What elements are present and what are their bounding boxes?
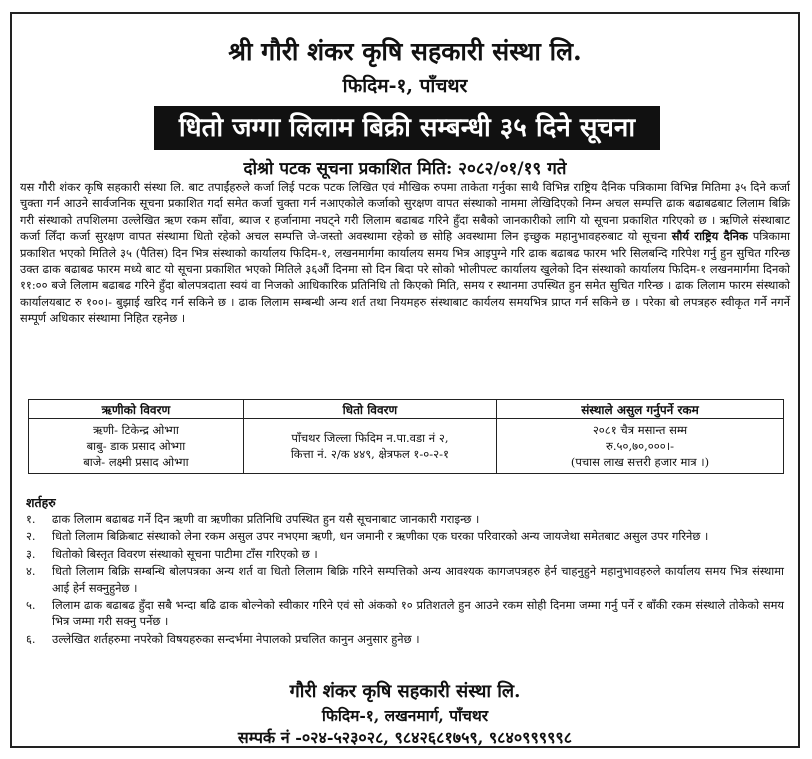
borrower-grandfather: बाजे- लक्ष्मी प्रसाद ओभ्गा bbox=[83, 455, 189, 469]
term-text: लिलाम ढाक बढाबढ हुँदा सबै भन्दा बढि ढाक बोल्नेको स्वीकार गरिने एवं सो अंकको १० प्रतिशतले हुन आउने रकम सोही दिनमा जम्मा गर्नु पर्ने र बाँकी रकम संस्थाले तोकेको समय भित्र जम्मा गरी सक्नु पर्नेछ । bbox=[52, 598, 784, 629]
term-number: ६. bbox=[26, 631, 36, 646]
org-name: श्री गौरी शंकर कृषि सहकारी संस्था लि. bbox=[228, 37, 582, 66]
borrower-name: ऋणी- टिकेन्द्र ओभ्गा bbox=[92, 423, 179, 437]
notice-frame bbox=[10, 12, 800, 748]
list-item bbox=[26, 597, 784, 630]
list-item bbox=[26, 563, 784, 596]
table-header-row bbox=[29, 400, 784, 419]
term-number: ४. bbox=[26, 564, 36, 579]
footer-address: फिदिम-१, लखनमार्ग, पाँचथर bbox=[321, 706, 489, 725]
amount-value: रु.५०,७०,०००।- bbox=[606, 439, 674, 453]
intro-text-part1: यस गौरी शंकर कृषि सहकारी संस्था लि. बाट तपाईंहरुले कर्जा लिई पटक पटक लिखित एवं मौखिक रुपमा ताकेता गर्नुका साथै विभिन्न राष्ट्रिय दैनिक पत्रिकामा विभिन्न मितिमा ३५ दिने कर्जा चुक्ता गर्न आउने सार्वजनिक सूचना प्रकाशित गर्दा समेत कर्जा चुक्ता गर्न नआएकोले कर्जाको सुरक्षण वापत संस्थाको नाममा लेखिदिएको निम्न अचल सम्पत्ति ढाक बढाबढबाट लिलाम बिक्रि गरी संस्थाको तपशिलमा उल्लेखित ऋण रकम साँवा, ब्याज र हर्जानामा नघट्ने गरी लिलाम बढाबढ गरिने हुँदा सबैको जानकारीको लागि यो सूचना प्रकाशित गरिएको छ । ऋणिले संस्थाबाट कर्जा लिँदा कर्जा सुरक्षण वापत संस्थामा धितो रहेको अचल सम्पत्ति जे-जस्तो अवस्थामा रहेको छ सोहि अवस्थामा लिन इच्छुक महानुभावहरुबाट यो सूचना bbox=[20, 180, 790, 244]
term-text: धितो लिलाम बिक्रिबाट संस्थाको लेना रकम असुल उपर नभएमा ऋणी, धन जमानी र ऋणीका एक घरका परिवारको अन्य जायजेथा समेतबाट असुल उपर गरिनेछ । bbox=[52, 529, 709, 544]
borrower-cell bbox=[29, 419, 244, 474]
term-number: ५. bbox=[26, 598, 36, 613]
table-row bbox=[29, 419, 784, 474]
term-number: २. bbox=[26, 529, 36, 544]
header-borrower: ऋणीको विवरण bbox=[29, 400, 244, 419]
term-number: ३. bbox=[26, 546, 36, 561]
terms-list bbox=[26, 511, 784, 648]
list-item bbox=[26, 546, 784, 562]
intro-text-part2: पत्रिकामा प्रकाशित भएको मितिले ३५ (पैतिस) दिन भित्र संस्थाको कार्यालय फिदिम-१, लखनमार्गमा कार्यालय समय भित्र आइपुग्ने गरि ढाक बढाबढ फारम भरि सिलबन्दि गरिपेश गर्नु हुन सुचित गरिन्छ उक्त ढाक बढाबढ फारम मध्ये बाट यो सूचना प्रकाशित भएको मितिले ३६औं दिनमा सो दिन बिदा परे सोको भोलीपल्ट कार्यालय खुलेको दिन संस्थाको कार्यालय फिदिम-१ लखनमार्गमा दिनको ११:०० बजे लिलाम बढाबढ गरिने हुँदा बोलपत्रदाता स्वयं वा निजको आधिकारिक प्रतिनिधि तो किएको मिति, समय र स्थानमा उपस्थित हुन समेत सुचित गरिन्छ । ढाक लिलाम फारम संस्थाको कार्यालयबाट रु १००।- बुझाई खरिद गर्न सकिने छ । ढाक लिलाम सम्बन्धी अन्य शर्त तथा नियमहरु संस्थाबाट कार्यलय समयभित्र प्राप्त गर्न सकिने छ । परेका बो लपत्रहरु स्वीकृत गर्ने नगर्ने सम्पूर्ण अधिकार संस्थामा निहित रहनेछ । bbox=[20, 229, 790, 326]
term-text: उल्लेखित शर्तहरुमा नपरेको विषयहरुका सन्दर्भमा नेपालको प्रचलित कानुन अनुसार हुनेछ । bbox=[52, 631, 420, 646]
amount-cell bbox=[497, 419, 784, 474]
terms-heading: शर्तहरु bbox=[26, 495, 56, 510]
collateral-plot: कित्ता नं. २/क ४४९, क्षेत्रफल १-०-२-१ bbox=[290, 447, 449, 461]
header-collateral: धितो विवरण bbox=[243, 400, 496, 419]
term-text: धितो लिलाम बिक्रि सम्बन्धि बोलपत्रका अन्य शर्त वा धितो लिलाम बिक्रि गरिने सम्पत्तिको अन्य आवश्यक कागजपत्रहरु हेर्न चाहनुहुने महानुभावहरुले कार्यालय समय भित्र संस्थामा आई हेर्न सक्नुहुनेछ । bbox=[52, 564, 784, 595]
header-amount: संस्थाले असुल गर्नुपर्ने रकम bbox=[497, 400, 784, 419]
amount-period: २०८१ चैत्र मसान्त सम्म bbox=[592, 423, 688, 437]
list-item bbox=[26, 631, 784, 647]
collateral-cell bbox=[243, 419, 496, 474]
intro-paragraph bbox=[20, 179, 790, 327]
footer-org-name: गौरी शंकर कृषि सहकारी संस्था लि. bbox=[289, 681, 521, 702]
term-text: धितोको बिस्तृत विवरण संस्थाको सूचना पाटीमा टाँस गरिएको छ । bbox=[52, 546, 318, 561]
borrower-father: बाबु- डाक प्रसाद ओभ्गा bbox=[86, 439, 186, 453]
org-address: फिदिम-१, पाँचथर bbox=[342, 75, 468, 97]
amount-in-words: (पचास लाख सत्तरी हजार मात्र ।) bbox=[570, 455, 710, 469]
footer-contact: सम्पर्क नं -०२४-५२३०२८, ९८४२६८१७५९, ९८४०९९९९९८ bbox=[237, 728, 573, 747]
loan-details-table bbox=[28, 399, 784, 474]
term-number: १. bbox=[26, 512, 36, 526]
newspaper-name: सौर्य राष्ट्रिय दैनिक bbox=[671, 229, 748, 244]
collateral-location: पाँचथर जिल्ला फिदिम न.पा.वडा नं २, bbox=[291, 431, 449, 445]
publication-date: दोश्रो पटक सूचना प्रकाशित मिति: २०८२/०१/१९ गते bbox=[243, 159, 567, 179]
term-text: ढाक लिलाम बढाबढ गर्ने दिन ऋणी वा ऋणीका प्रतिनिधि उपस्थित हुन यसै सूचनाबाट जानकारी गराइन्छ । bbox=[52, 512, 480, 526]
notice-title: धितो जग्गा लिलाम बिक्री सम्बन्धी ३५ दिने सूचना bbox=[154, 106, 660, 150]
list-item bbox=[26, 511, 784, 527]
list-item bbox=[26, 528, 784, 544]
